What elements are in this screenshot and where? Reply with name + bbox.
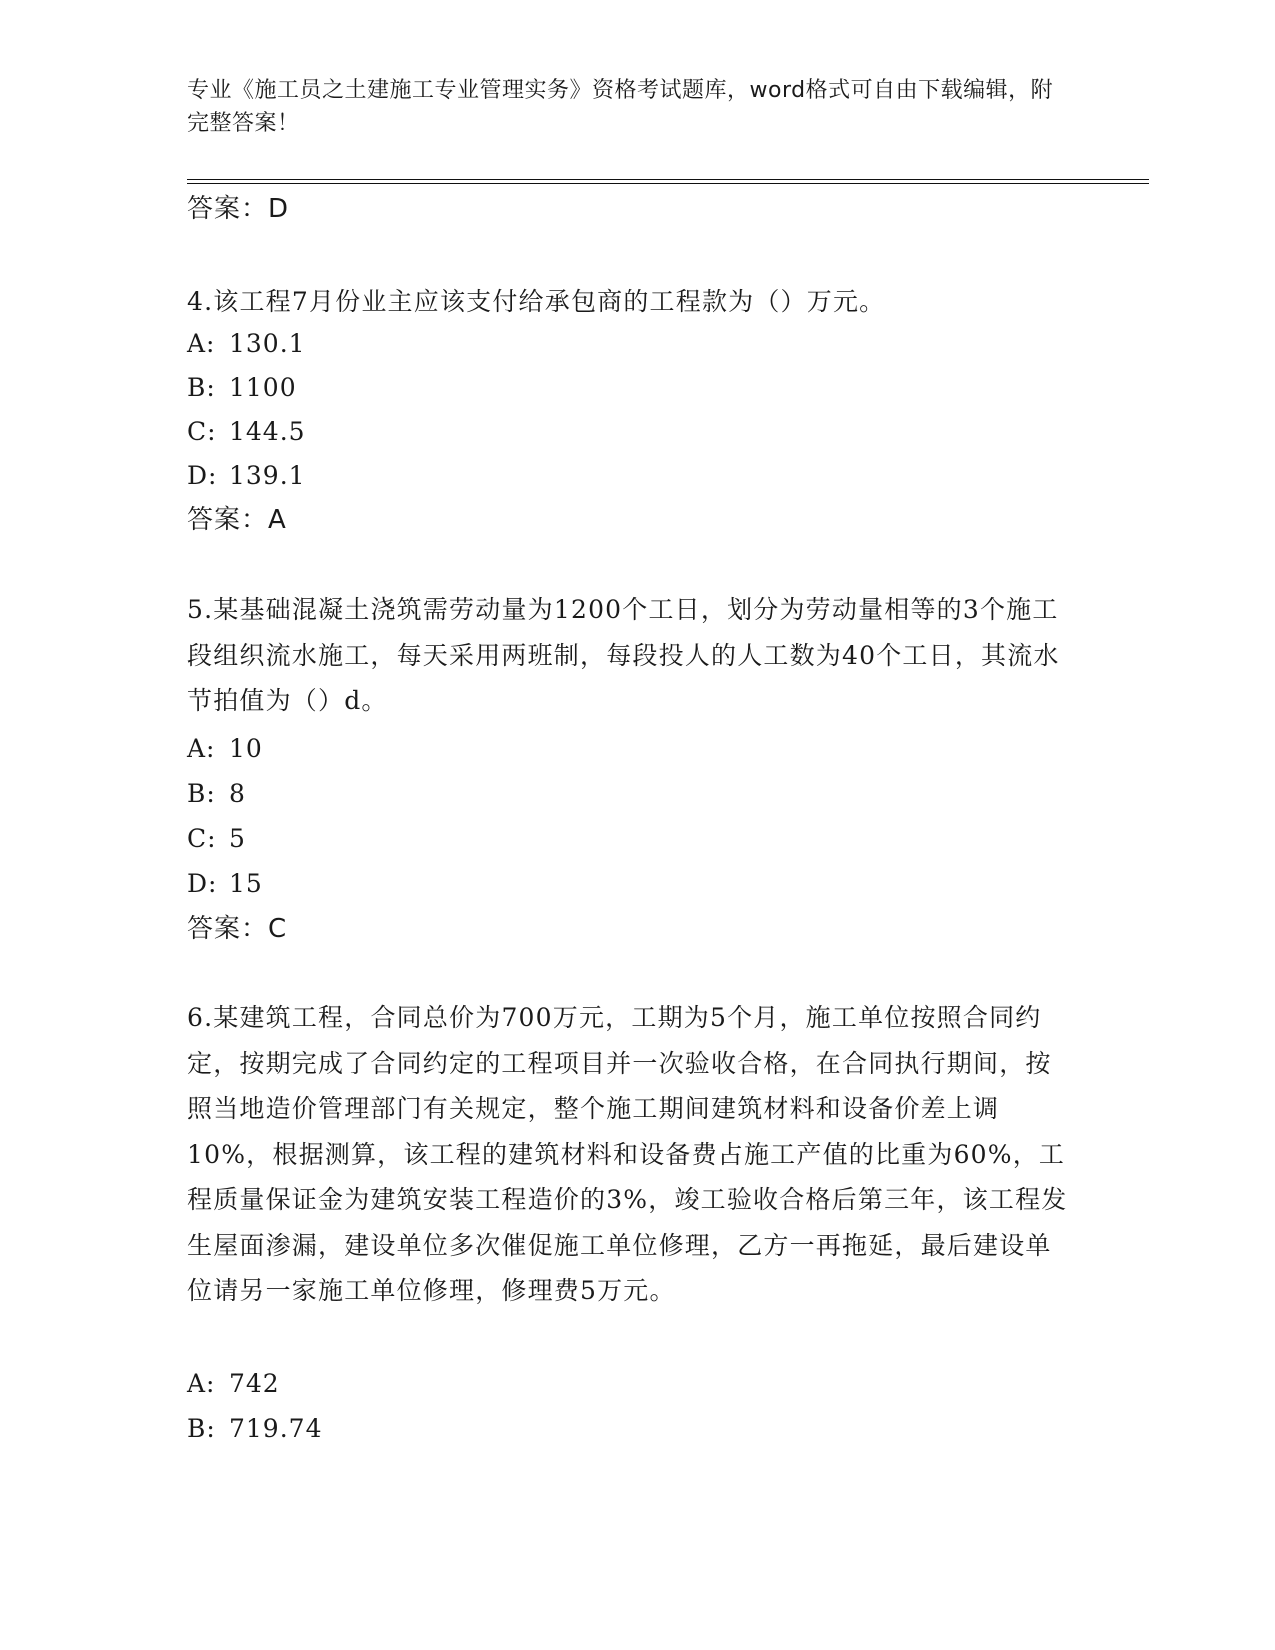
option-label: D: — [187, 461, 218, 490]
option-value: 144.5 — [229, 417, 306, 446]
option-label: A: — [187, 329, 216, 358]
question-6-text: 6.某建筑工程，合同总价为700万元，工期为5个月，施工单位按照合同约定，按期完成了合同约定的工程项目并一次验收合格，在合同执行期间，按照当地造价管理部门有关规定，整个施工期间建筑材料和设备价差上调10%，根据测算，该工程的建筑材料和设备费占施工产值的比重为60%，工程质量保证金为建筑安装工程造价的3%，竣工验收合格后第三年，该工程发生屋面渗漏，建设单位多次催促施工单位修理，乙方一再拖延，最后建设单位请另一家施工单位修理，修理费5万元。 — [187, 1003, 1068, 1305]
question-5-text: 5.某基础混凝土浇筑需劳动量为1200个工日，划分为劳动量相等的3个施工段组织流水施工，每天采用两班制，每段投人的人工数为40个工日，其流水节拍值为（）d。 — [187, 595, 1060, 715]
option-label: B: — [187, 1414, 216, 1443]
option-label: D: — [187, 869, 218, 898]
option-label: A: — [187, 734, 216, 763]
question-6-option-a — [187, 1367, 280, 1401]
question-4-text: 4.该工程7月份业主应该支付给承包商的工程款为（）万元。 — [187, 287, 886, 316]
question-6-option-b — [187, 1412, 322, 1446]
option-label: C: — [187, 824, 217, 853]
option-label: C: — [187, 417, 217, 446]
option-value: 1100 — [229, 373, 297, 402]
question-4-answer: 答案：A — [187, 505, 287, 535]
question-4-option-d — [187, 459, 306, 493]
option-value: 139.1 — [229, 461, 306, 490]
document-header-title: 专业《施工员之土建施工专业管理实务》资格考试题库，word格式可自由下载编辑，附完整答案！ — [187, 78, 1054, 136]
question-5-option-d — [187, 867, 263, 901]
option-label: B: — [187, 779, 216, 808]
header-divider-bottom — [187, 183, 1149, 184]
option-label: B: — [187, 373, 216, 402]
header-divider-top — [187, 179, 1149, 180]
question-5-option-a — [187, 732, 263, 766]
question-5-answer: 答案：C — [187, 914, 288, 944]
option-value: 8 — [229, 779, 246, 808]
question-4-option-b — [187, 371, 297, 405]
option-value: 719.74 — [229, 1414, 323, 1443]
option-label: A: — [187, 1369, 216, 1398]
option-value: 15 — [229, 869, 263, 898]
question-5-option-c — [187, 822, 246, 856]
previous-answer: 答案：D — [187, 194, 290, 224]
option-value: 5 — [229, 824, 246, 853]
option-value: 742 — [229, 1369, 280, 1398]
option-value: 130.1 — [229, 329, 306, 358]
question-5-option-b — [187, 777, 246, 811]
question-4-option-c — [187, 415, 306, 449]
question-4-option-a — [187, 327, 306, 361]
option-value: 10 — [229, 734, 263, 763]
